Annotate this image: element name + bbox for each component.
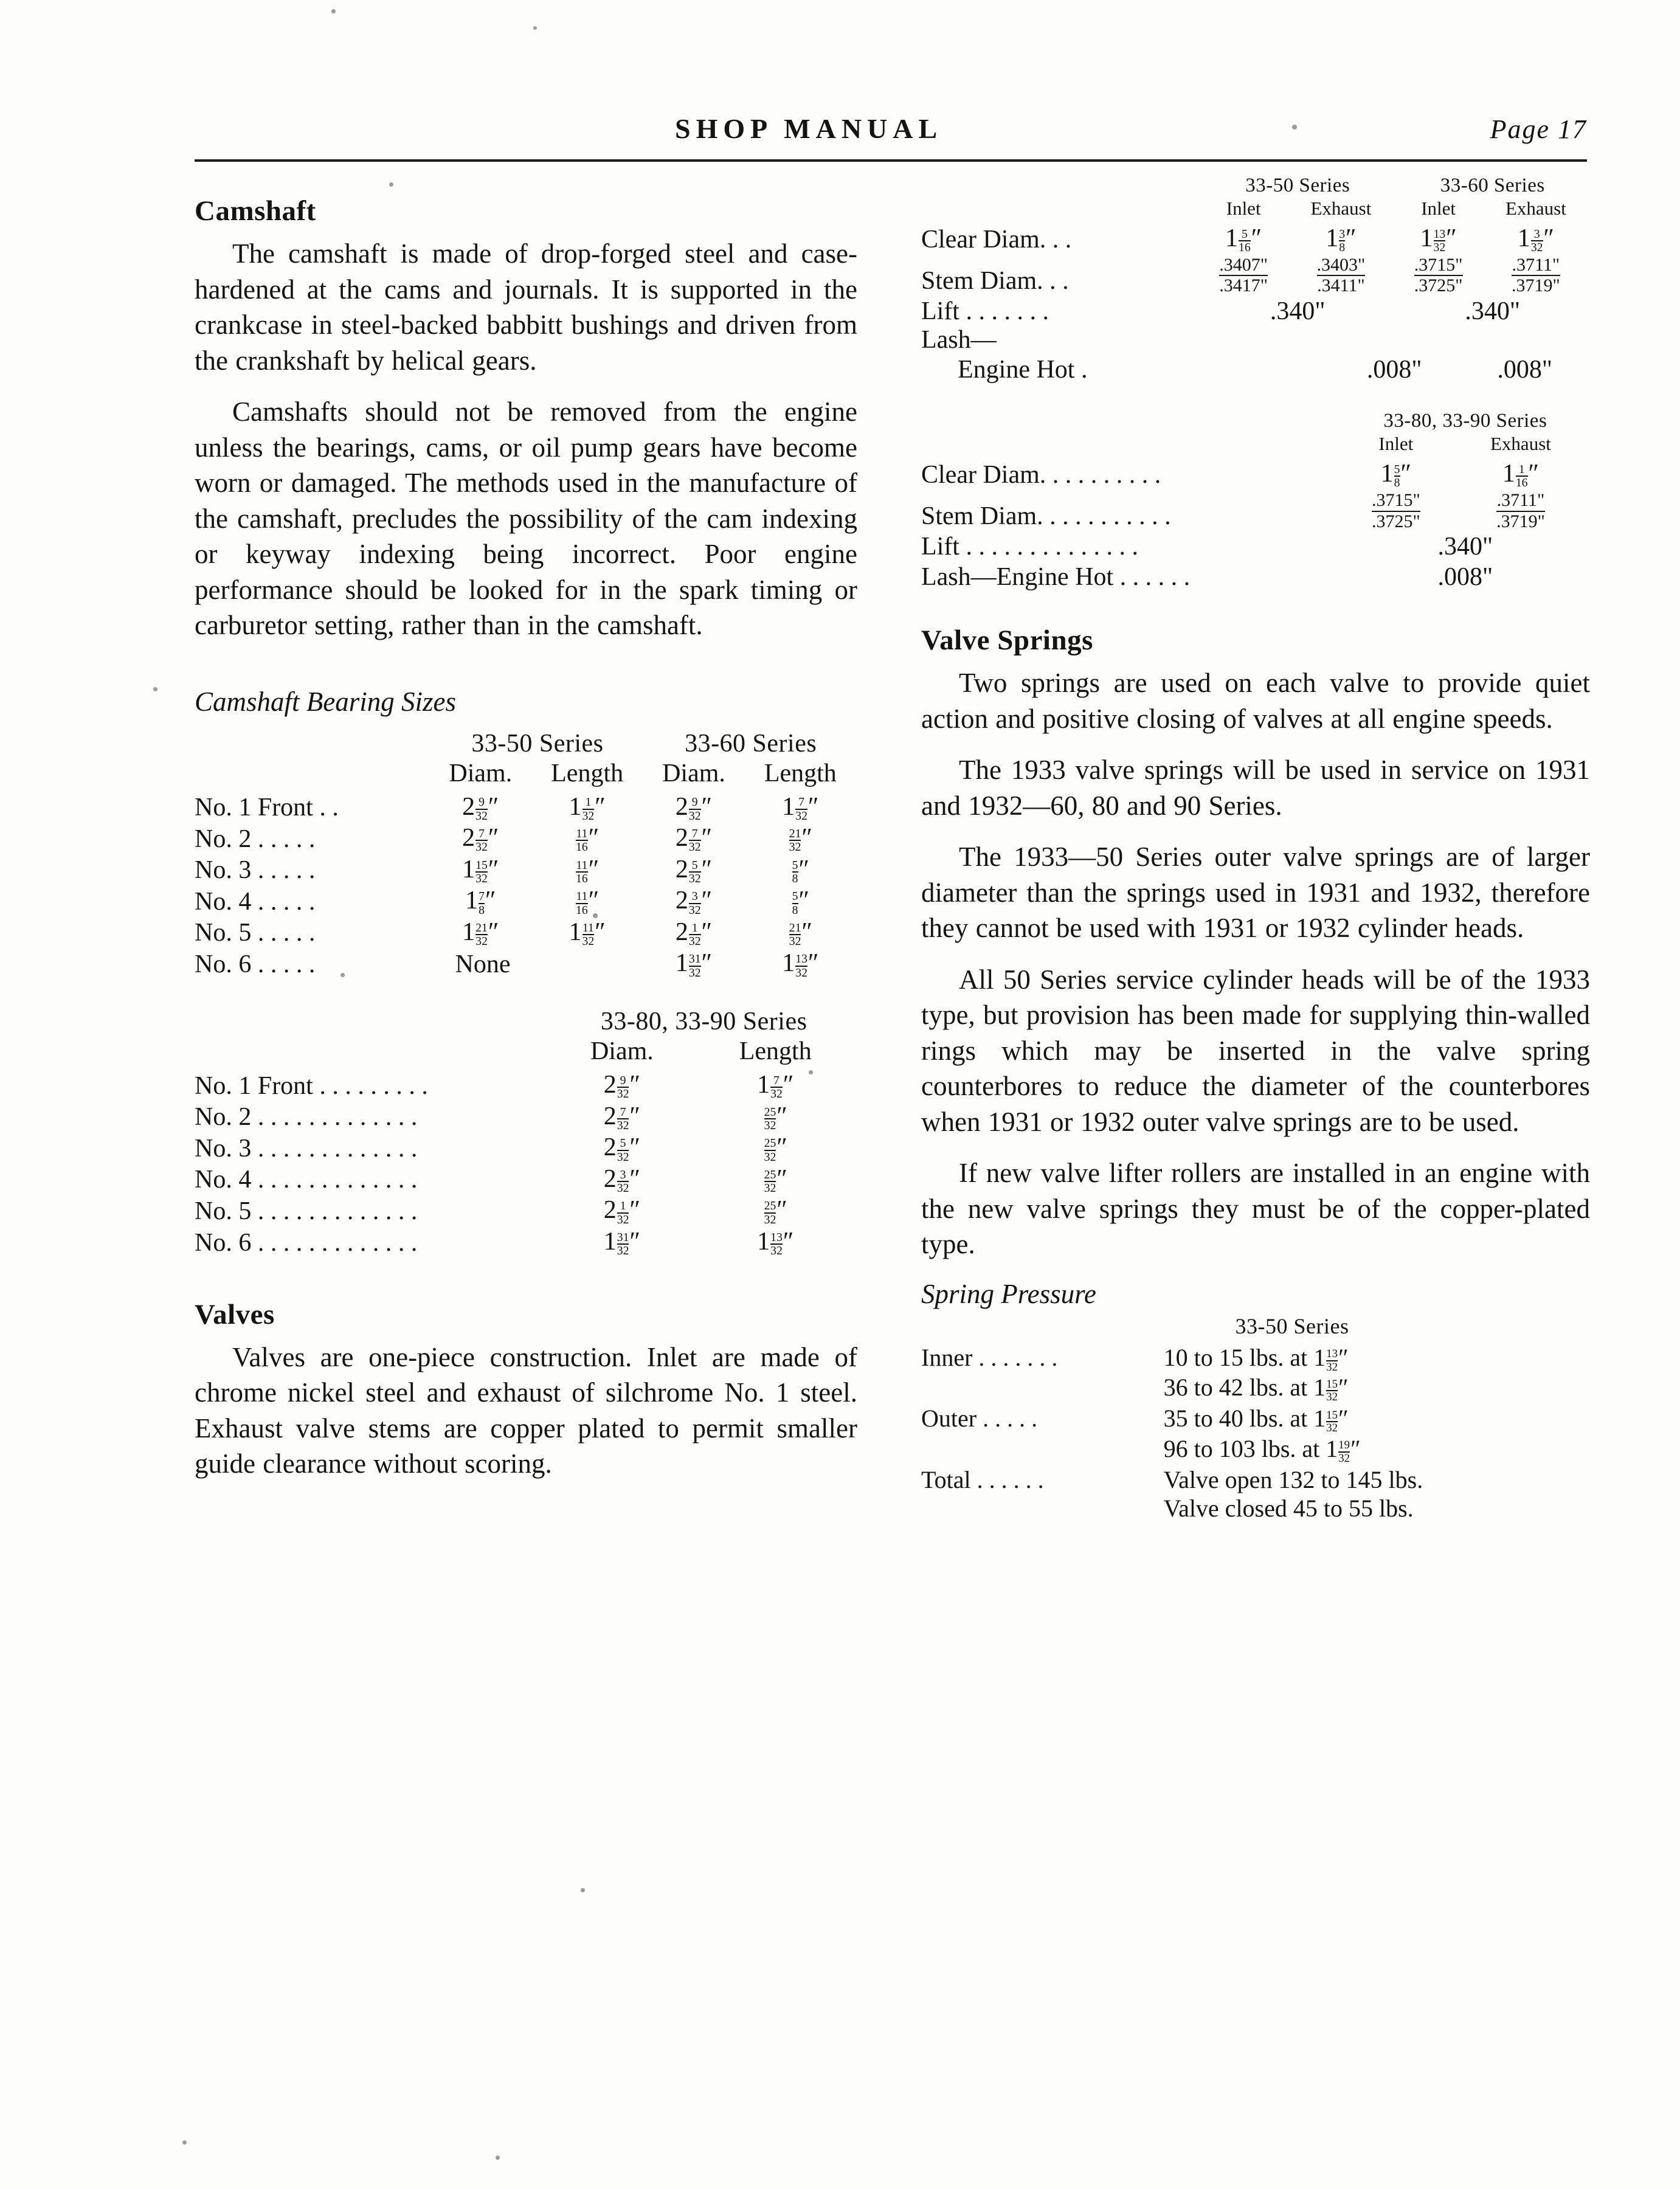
fraction: $\frac{13}{32}$ bbox=[1433, 227, 1446, 255]
fraction: $\frac{3}{8}$ bbox=[1339, 227, 1346, 255]
fraction: $\frac{31}{32}$ bbox=[688, 952, 701, 980]
row-label: Stem Diam. . . . . . . . . . . bbox=[921, 502, 1171, 531]
cell-value: 1 $\frac{3}{8}$ ″ bbox=[1326, 224, 1357, 255]
right-column bbox=[921, 175, 1590, 1523]
cell-value: 2 $\frac{1}{32}$ ″ bbox=[675, 918, 713, 949]
table-row bbox=[195, 1070, 857, 1101]
valve-springs-paragraph-5: If new valve lifter rollers are installed in an engine with the new valve springs they must be of the copper-plated type. bbox=[921, 1158, 1590, 1260]
cell-value: 1 $\frac{1}{32}$ ″ bbox=[569, 792, 606, 823]
cell-value: $\frac{11}{16}$ ″ bbox=[576, 855, 600, 885]
table-row bbox=[195, 792, 857, 823]
valve-spec-table-80-90 bbox=[921, 409, 1590, 592]
series-header-33-80-90: 33-80, 33-90 Series bbox=[600, 1008, 807, 1036]
camshaft-bearing-table-50-60 bbox=[195, 728, 857, 980]
cell-value: .008" bbox=[1437, 563, 1493, 592]
col-header-length: Length bbox=[764, 759, 837, 787]
fraction: $\frac{1}{16}$ bbox=[1515, 463, 1528, 490]
fraction: $\frac{9}{32}$ bbox=[688, 795, 701, 823]
cell-value: 2 $\frac{9}{32}$ ″ bbox=[675, 792, 713, 823]
table-row bbox=[195, 948, 857, 980]
lash-label: Lash— bbox=[921, 326, 997, 354]
cell-value: 1 $\frac{31}{32}$ ″ bbox=[603, 1228, 640, 1258]
col-header-diam: Diam. bbox=[449, 759, 513, 787]
valve-springs-heading: Valve Springs bbox=[921, 624, 1093, 657]
scan-speckle bbox=[496, 2156, 500, 2160]
series-header-33-50: 33-50 Series bbox=[1245, 175, 1350, 196]
cell-value: $\frac{25}{32}$ ″ bbox=[764, 1133, 787, 1164]
row-label: No. 5 . . . . . bbox=[195, 919, 316, 947]
cell-value: 1 $\frac{1}{16}$ ″ bbox=[1502, 460, 1540, 490]
camshaft-bearing-table-80-90 bbox=[195, 1006, 857, 1258]
row-label: Total . . . . . . bbox=[921, 1465, 1044, 1493]
spring-value-line: 36 to 42 lbs. at 1 $\frac{15}{32}$ ″ bbox=[1163, 1374, 1349, 1404]
camshaft-paragraph-2: Camshafts should not be removed from the engine unless the bearings, cams, or oil pump gears have become worn or damaged. The methods used in the manufacture of the camshaft, precludes the possibility of the cam indexing or keyway indexing being incorrect. Poor engine performance should be looked for in the spark timing or carburetor setting, rather than in the camshaft. bbox=[195, 396, 857, 640]
row-label: No. 1 Front . . bbox=[195, 794, 339, 822]
fraction: $\frac{9}{32}$ bbox=[617, 1074, 629, 1101]
col-header-inlet: Inlet bbox=[1421, 198, 1456, 219]
table-row bbox=[195, 854, 857, 886]
header-rule bbox=[195, 159, 1587, 162]
tolerance-pair: $\frac{.3715"}{.3725"}$ bbox=[1371, 489, 1420, 531]
col-header-exhaust: Exhaust bbox=[1310, 198, 1372, 219]
cell-value: 2 $\frac{5}{32}$ ″ bbox=[675, 855, 713, 885]
spring-value-line: Valve closed 45 to 55 lbs. bbox=[1163, 1494, 1414, 1522]
camshaft-heading: Camshaft bbox=[195, 195, 316, 227]
col-header-diam: Diam. bbox=[590, 1037, 654, 1066]
cell-value bbox=[1341, 490, 1451, 532]
cell-value: 1 $\frac{3}{32}$ ″ bbox=[1517, 224, 1554, 255]
row-label: Lift . . . . . . . bbox=[921, 297, 1049, 326]
cell-value: 1 $\frac{5}{16}$ ″ bbox=[1225, 224, 1262, 255]
fraction: $\frac{7}{8}$ bbox=[479, 890, 485, 917]
valve-springs-paragraph-1: Two springs are used on each valve to provide quiet action and positive closing of valves at all engine speeds. bbox=[921, 668, 1590, 734]
cell-value: 2 $\frac{7}{32}$ ″ bbox=[603, 1102, 640, 1132]
cell-value: $\frac{25}{32}$ ″ bbox=[764, 1164, 787, 1195]
cell-value: $\frac{5}{8}$ ″ bbox=[792, 855, 810, 885]
fraction: $\frac{5}{32}$ bbox=[617, 1136, 629, 1164]
cell-value: $\frac{25}{32}$ ″ bbox=[764, 1102, 787, 1132]
tolerance-pair: $\frac{.3407"}{.3417"}$ bbox=[1219, 254, 1268, 296]
fraction: $\frac{3}{32}$ bbox=[617, 1167, 629, 1195]
series-header-33-80-90: 33-80, 33-90 Series bbox=[1383, 410, 1547, 432]
row-label: No. 2 . . . . . bbox=[195, 825, 316, 853]
fraction: $\frac{15}{32}$ bbox=[1326, 1377, 1338, 1404]
table-row bbox=[921, 458, 1590, 490]
row-label: Inner . . . . . . . bbox=[921, 1343, 1058, 1371]
table-row bbox=[921, 255, 1590, 297]
cell-value: $\frac{25}{32}$ ″ bbox=[764, 1196, 787, 1226]
bearing-sizes-heading: Camshaft Bearing Sizes bbox=[195, 686, 457, 717]
cell-value: 2 $\frac{3}{32}$ ″ bbox=[603, 1164, 640, 1195]
cell-value: 2 $\frac{9}{32}$ ″ bbox=[462, 792, 499, 823]
cell-value: 2 $\frac{7}{32}$ ″ bbox=[462, 824, 499, 854]
fraction: $\frac{15}{32}$ bbox=[1326, 1408, 1338, 1435]
row-label: No. 4 . . . . . bbox=[195, 887, 316, 916]
row-label: Lift . . . . . . . . . . . . . . bbox=[921, 533, 1138, 561]
fraction: $\frac{1}{32}$ bbox=[688, 921, 701, 949]
tolerance-pair: $\frac{.3711"}{.3719"}$ bbox=[1496, 489, 1545, 531]
row-label: Lash—Engine Hot . . . . . . bbox=[921, 563, 1191, 592]
cell-value: 1 $\frac{13}{32}$ ″ bbox=[757, 1228, 794, 1258]
cell-value: None bbox=[455, 950, 511, 979]
valve-springs-paragraph-4: All 50 Series service cylinder heads will be of the 1933 type, but provision has been made for supplying thin-walled rings which may be inserted in the valve spring counterbores to reduce the diameter of the counterbores when 1931 or 1932 outer valve springs are to be used. bbox=[921, 964, 1590, 1137]
fraction: $\frac{5}{16}$ bbox=[1239, 227, 1251, 255]
valve-springs-paragraph-2: The 1933 valve springs will be used in service on 1931 and 1932—60, 80 and 90 Series. bbox=[921, 755, 1590, 821]
table-row bbox=[921, 531, 1590, 562]
spring-pressure-heading: Spring Pressure bbox=[921, 1278, 1096, 1309]
cell-value: 2 $\frac{9}{32}$ ″ bbox=[603, 1071, 640, 1101]
cell-value: 2 $\frac{7}{32}$ ″ bbox=[675, 824, 713, 854]
manual-title: SHOP MANUAL bbox=[675, 113, 943, 144]
cell-value bbox=[1152, 1403, 1590, 1465]
cell-value: $\frac{11}{16}$ ″ bbox=[576, 824, 600, 854]
table-row bbox=[921, 1343, 1590, 1404]
cell-value: 1 $\frac{21}{32}$ ″ bbox=[462, 918, 499, 949]
fraction: $\frac{7}{32}$ bbox=[688, 827, 701, 854]
lash-exhaust-value: .008" bbox=[1497, 356, 1553, 384]
cell-value: $\frac{21}{32}$ ″ bbox=[789, 824, 812, 854]
fraction: $\frac{9}{32}$ bbox=[475, 795, 488, 823]
fraction: $\frac{19}{32}$ bbox=[1338, 1439, 1350, 1465]
table-row bbox=[195, 1132, 857, 1164]
table-row bbox=[195, 823, 857, 854]
cell-value: 2 $\frac{5}{32}$ ″ bbox=[603, 1133, 640, 1164]
valves-heading: Valves bbox=[195, 1298, 275, 1330]
fraction: $\frac{11}{32}$ bbox=[582, 921, 595, 949]
fraction: $\frac{13}{32}$ bbox=[795, 952, 807, 980]
series-header-33-60: 33-60 Series bbox=[1440, 175, 1545, 196]
fraction: $\frac{13}{32}$ bbox=[1326, 1347, 1338, 1374]
col-header-inlet: Inlet bbox=[1378, 433, 1414, 455]
table-row bbox=[195, 885, 857, 917]
fraction: $\frac{5}{32}$ bbox=[688, 858, 701, 885]
fraction: $\frac{1}{32}$ bbox=[582, 795, 595, 823]
col-header-length: Length bbox=[739, 1037, 812, 1066]
row-label: Outer . . . . . bbox=[921, 1405, 1038, 1433]
fraction: $\frac{13}{32}$ bbox=[770, 1231, 783, 1258]
spring-pressure-table bbox=[921, 1343, 1590, 1523]
fraction: $\frac{11}{16}$ bbox=[576, 890, 588, 917]
fraction: $\frac{7}{32}$ bbox=[770, 1074, 783, 1101]
tolerance-pair: $\frac{.3711"}{.3719"}$ bbox=[1512, 254, 1560, 296]
row-label: Clear Diam. . . . . . . . . . bbox=[921, 460, 1161, 489]
cell-value bbox=[1152, 1343, 1590, 1404]
table-row bbox=[921, 490, 1590, 532]
fraction: $\frac{5}{8}$ bbox=[792, 890, 798, 917]
valve-spec-table-50-60 bbox=[921, 174, 1590, 327]
cell-value: 1 $\frac{7}{32}$ ″ bbox=[782, 792, 819, 823]
fraction: $\frac{11}{16}$ bbox=[576, 858, 588, 885]
tolerance-pair: $\frac{.3403"}{.3411"}$ bbox=[1316, 254, 1366, 296]
col-header-diam: Diam. bbox=[662, 759, 725, 787]
scan-speckle bbox=[182, 2140, 187, 2145]
cell-value bbox=[1287, 255, 1395, 297]
row-label: No. 6 . . . . . . . . . . . . . bbox=[195, 1228, 418, 1257]
fraction: $\frac{1}{32}$ bbox=[617, 1199, 629, 1226]
table-row bbox=[921, 562, 1590, 592]
cell-value: 1 $\frac{15}{32}$ ″ bbox=[462, 855, 499, 885]
fraction: $\frac{7}{32}$ bbox=[617, 1105, 629, 1132]
col-header-inlet: Inlet bbox=[1226, 198, 1261, 219]
left-column bbox=[195, 182, 857, 1498]
cell-value bbox=[1152, 1465, 1590, 1523]
fraction: $\frac{25}{32}$ bbox=[764, 1199, 776, 1226]
row-label: No. 3 . . . . . bbox=[195, 856, 316, 885]
fraction: $\frac{25}{32}$ bbox=[764, 1136, 776, 1164]
scan-speckle bbox=[581, 1888, 585, 1892]
tolerance-pair: $\frac{.3715"}{.3725"}$ bbox=[1414, 254, 1463, 296]
cell-value: $\frac{21}{32}$ ″ bbox=[789, 918, 812, 949]
cell-value: 1 $\frac{13}{32}$ ″ bbox=[782, 949, 819, 980]
lash-row-table bbox=[921, 354, 1590, 385]
lash-inlet-value: .008" bbox=[1366, 356, 1422, 384]
fraction: $\frac{21}{32}$ bbox=[789, 921, 801, 949]
fraction: $\frac{15}{32}$ bbox=[475, 858, 488, 885]
spring-value-line: Valve open 132 to 145 lbs. bbox=[1163, 1465, 1423, 1493]
row-label: No. 5 . . . . . . . . . . . . . bbox=[195, 1197, 418, 1226]
cell-value bbox=[1482, 255, 1590, 297]
cell-value: 1 $\frac{7}{32}$ ″ bbox=[757, 1071, 794, 1101]
row-label: No. 3 . . . . . . . . . . . . . bbox=[195, 1134, 418, 1163]
camshaft-paragraph-1: The camshaft is made of drop-forged steel and case-hardened at the cams and journals. It is supported in the crankcase in steel-backed babbitt bushings and driven from the crankshaft by helical gears. bbox=[195, 238, 857, 376]
table-row bbox=[195, 1226, 857, 1258]
fraction: $\frac{31}{32}$ bbox=[617, 1231, 629, 1258]
cell-value: 1 $\frac{11}{32}$ ″ bbox=[569, 918, 606, 949]
table-row bbox=[921, 1403, 1590, 1465]
series-header-33-50: 33-50 Series bbox=[471, 729, 604, 758]
fraction: $\frac{5}{8}$ bbox=[1394, 463, 1400, 490]
scan-speckle bbox=[533, 26, 537, 30]
valve-springs-paragraph-3: The 1933—50 Series outer valve springs are of larger diameter than the springs used in 1931 and 1932, therefore they cannot be used with 1931 or 1932 cylinder heads. bbox=[921, 842, 1590, 944]
cell-value: 1 $\frac{5}{8}$ ″ bbox=[1380, 460, 1411, 490]
fraction: $\frac{21}{32}$ bbox=[475, 921, 488, 949]
table-row bbox=[921, 223, 1590, 255]
row-label: No. 6 . . . . . bbox=[195, 950, 316, 979]
table-row bbox=[921, 1465, 1590, 1523]
cell-value: .340" bbox=[1465, 297, 1521, 326]
page-number: Page 17 bbox=[1490, 114, 1587, 144]
cell-value bbox=[1451, 490, 1590, 532]
cell-value: .340" bbox=[1270, 297, 1326, 326]
fraction: $\frac{7}{32}$ bbox=[475, 827, 488, 854]
fraction: $\frac{3}{32}$ bbox=[688, 890, 701, 917]
table-row bbox=[195, 1164, 857, 1195]
scan-speckle bbox=[331, 9, 336, 13]
fraction: $\frac{25}{32}$ bbox=[764, 1105, 776, 1132]
table-row bbox=[921, 296, 1590, 327]
fraction: $\frac{21}{32}$ bbox=[789, 827, 801, 854]
cell-value bbox=[1200, 255, 1287, 297]
spring-value-line: 96 to 103 lbs. at 1 $\frac{19}{32}$ ″ bbox=[1163, 1434, 1361, 1465]
row-label: No. 4 . . . . . . . . . . . . . bbox=[195, 1166, 418, 1194]
series-header-33-60: 33-60 Series bbox=[685, 729, 817, 758]
cell-value: 2 $\frac{3}{32}$ ″ bbox=[675, 887, 713, 917]
spring-value-line: 35 to 40 lbs. at 1 $\frac{15}{32}$ ″ bbox=[1163, 1405, 1349, 1435]
fraction: $\frac{3}{32}$ bbox=[1530, 227, 1543, 255]
cell-value: 1 $\frac{13}{32}$ ″ bbox=[1420, 224, 1457, 255]
valves-paragraph: Valves are one-piece construction. Inlet are made of chrome nickel steel and exhaust of silchrome No. 1 steel. Exhaust valve stems are copper plated to permit smaller guide clearance without scoring. bbox=[195, 1341, 857, 1479]
row-label: Stem Diam. . . bbox=[921, 267, 1069, 296]
cell-value: 1 $\frac{7}{8}$ ″ bbox=[465, 887, 496, 917]
col-header-exhaust: Exhaust bbox=[1505, 198, 1566, 219]
row-label: No. 1 Front . . . . . . . . . bbox=[195, 1071, 428, 1100]
cell-value: .340" bbox=[1437, 533, 1493, 561]
scan-speckle bbox=[153, 687, 157, 691]
page-header bbox=[195, 112, 1587, 155]
table-row bbox=[195, 917, 857, 949]
row-label: Clear Diam. . . bbox=[921, 225, 1072, 254]
fraction: $\frac{5}{8}$ bbox=[792, 858, 798, 885]
cell-value: 1 $\frac{31}{32}$ ″ bbox=[675, 949, 713, 980]
cell-value bbox=[1395, 255, 1481, 297]
fraction: $\frac{25}{32}$ bbox=[764, 1167, 776, 1195]
spring-value-line: 10 to 15 lbs. at 1 $\frac{13}{32}$ ″ bbox=[1163, 1343, 1349, 1374]
spring-pressure-series-header: 33-50 Series bbox=[1235, 1313, 1349, 1338]
lash-engine-hot-label: Engine Hot . bbox=[958, 356, 1088, 384]
fraction: $\frac{7}{32}$ bbox=[795, 795, 807, 823]
table-row bbox=[195, 1101, 857, 1133]
fraction: $\frac{11}{16}$ bbox=[576, 827, 588, 854]
cell-value: 2 $\frac{1}{32}$ ″ bbox=[603, 1196, 640, 1226]
col-header-exhaust: Exhaust bbox=[1490, 433, 1551, 455]
table-row bbox=[195, 1195, 857, 1226]
row-label: No. 2 . . . . . . . . . . . . . bbox=[195, 1103, 418, 1132]
col-header-length: Length bbox=[551, 759, 624, 787]
cell-value: $\frac{5}{8}$ ″ bbox=[792, 887, 810, 917]
cell-value: $\frac{11}{16}$ ″ bbox=[576, 887, 600, 917]
